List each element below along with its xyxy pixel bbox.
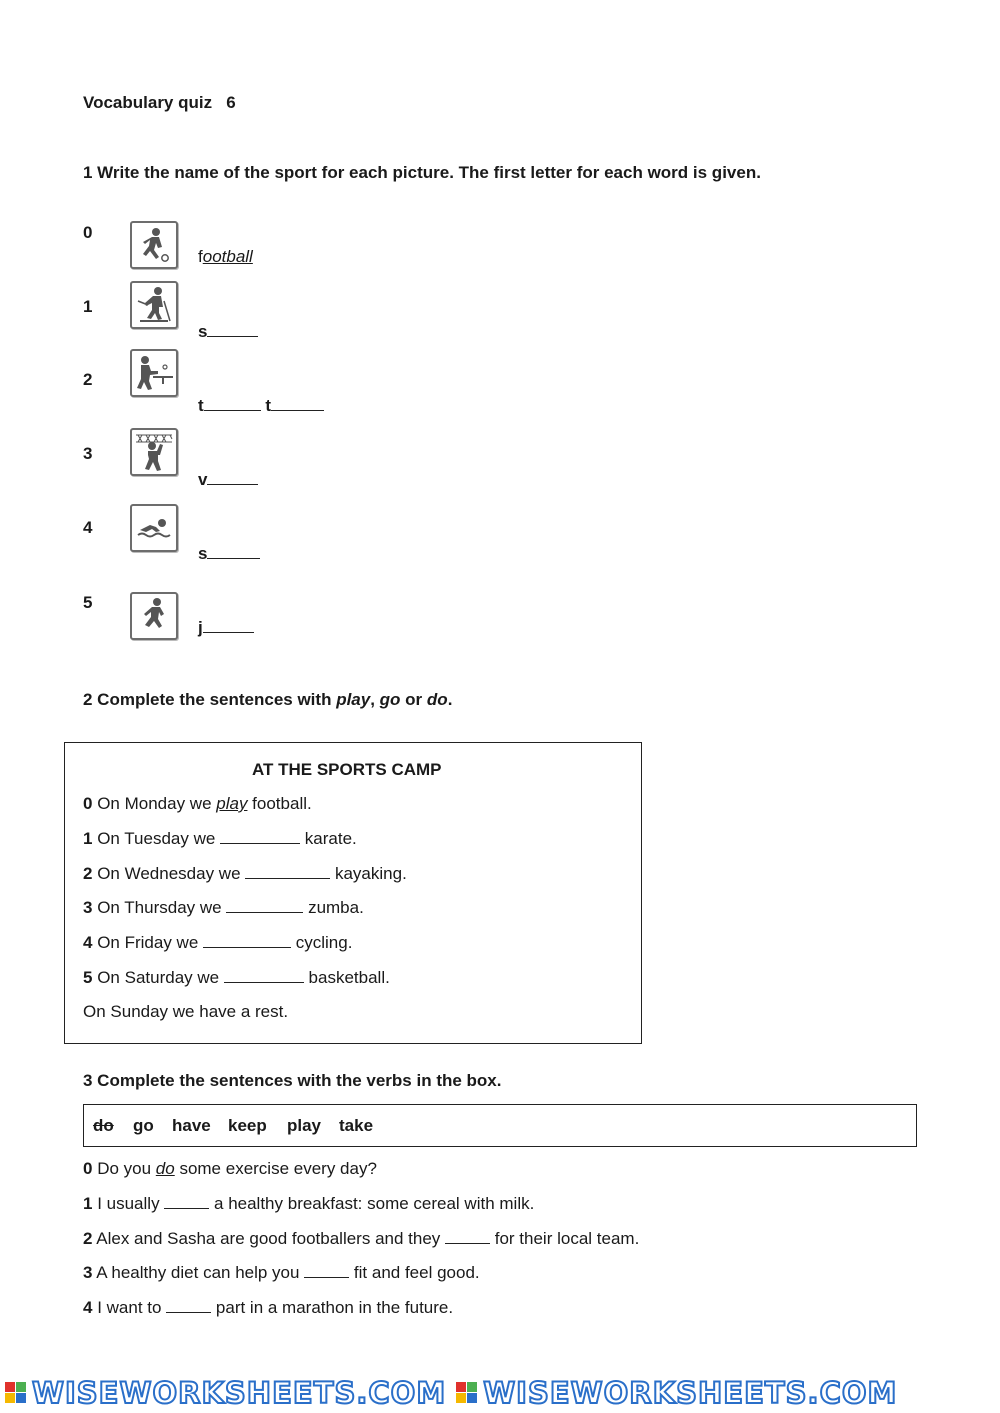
answer-blank[interactable] <box>207 322 258 337</box>
volleyball-icon <box>130 428 178 476</box>
logo-cell <box>16 1393 26 1403</box>
answer-0 <box>198 247 253 267</box>
brand-text: WISEWORKSHEETS.COM <box>32 1375 447 1410</box>
line-text: karate. <box>300 829 357 848</box>
answer-blank[interactable] <box>204 396 261 411</box>
answer-blank[interactable] <box>164 1194 209 1209</box>
line-number: 3 <box>83 1263 93 1282</box>
line-text: some exercise every day? <box>174 1159 377 1178</box>
verb-item: play <box>287 1116 322 1135</box>
line-text: On Wednesday we <box>97 864 246 883</box>
q3-line <box>83 1229 639 1249</box>
line-text: kayaking. <box>330 864 407 883</box>
line-number: 1 <box>83 829 93 848</box>
line-text: On Friday we <box>97 933 204 952</box>
footer-watermark <box>0 1372 1000 1413</box>
line-text: football. <box>247 794 312 813</box>
line-text: fit and feel good. <box>349 1263 480 1282</box>
first-letter: s <box>198 544 208 563</box>
answer-5[interactable] <box>198 618 254 638</box>
section1-instruction: 1 Write the name of the sport for each picture. The first letter for each word is given. <box>83 163 761 182</box>
answer-blank[interactable] <box>245 864 330 879</box>
q3-line <box>83 1159 377 1179</box>
line-text: On Monday we <box>97 794 217 813</box>
jogging-icon <box>130 592 178 640</box>
camp-line <box>83 829 357 849</box>
line-text: A healthy diet can help you <box>96 1263 305 1282</box>
example-answer: play <box>216 794 248 813</box>
instruction-sep: or <box>400 690 427 709</box>
camp-line <box>83 968 390 988</box>
camp-line <box>83 898 364 918</box>
answer-3[interactable] <box>198 470 258 490</box>
line-text: a healthy breakfast: some cereal with milk. <box>209 1194 535 1213</box>
line-text: cycling. <box>291 933 353 952</box>
instruction-text: 2 Complete the sentences with <box>83 690 337 709</box>
answer-blank[interactable] <box>166 1298 211 1313</box>
line-number: 3 <box>83 898 93 917</box>
instruction-word: play <box>336 690 371 709</box>
verb-item: keep <box>228 1116 267 1135</box>
line-text: On Saturday we <box>97 968 224 987</box>
verb-item: go <box>133 1116 154 1135</box>
line-number: 1 <box>83 1194 93 1213</box>
answer-blank[interactable] <box>304 1263 349 1278</box>
item-number: 3 <box>83 444 93 463</box>
line-text: On Thursday we <box>97 898 227 917</box>
line-text: basketball. <box>303 968 390 987</box>
football-icon <box>130 221 178 269</box>
answer-4[interactable] <box>198 544 260 564</box>
verb-item: have <box>172 1116 211 1135</box>
answer-1[interactable] <box>198 322 258 342</box>
logo-cell <box>5 1382 15 1392</box>
logo-icon <box>5 1382 26 1403</box>
answer-2[interactable] <box>198 396 324 416</box>
first-letter: j <box>198 618 203 637</box>
line-number: 4 <box>83 1298 93 1317</box>
logo-icon <box>456 1382 477 1403</box>
swimming-icon <box>130 504 178 552</box>
answer-blank[interactable] <box>220 829 300 844</box>
logo-cell <box>467 1382 477 1392</box>
second-letter: t <box>265 396 272 415</box>
quiz-title: Vocabulary quiz 6 <box>83 93 236 112</box>
logo-cell <box>16 1382 26 1392</box>
q3-line <box>83 1298 453 1318</box>
line-number: 5 <box>83 968 93 987</box>
item-number: 1 <box>83 297 93 316</box>
camp-line <box>83 933 352 953</box>
answer-blank[interactable] <box>271 396 324 411</box>
line-number: 0 <box>83 1159 93 1178</box>
example-answer: do <box>155 1159 175 1178</box>
answer-blank[interactable] <box>226 898 303 913</box>
line-number: 0 <box>83 794 93 813</box>
line-number: 4 <box>83 933 93 952</box>
first-letter: f <box>198 247 203 266</box>
instruction-end: . <box>447 690 453 709</box>
answer-blank[interactable] <box>207 470 258 485</box>
first-letter: s <box>198 322 208 341</box>
logo-cell <box>456 1382 466 1392</box>
line-text: part in a marathon in the future. <box>211 1298 454 1317</box>
item-number: 0 <box>83 223 93 242</box>
line-text: for their local team. <box>490 1229 640 1248</box>
instruction-sep: , <box>370 690 380 709</box>
item-number: 2 <box>83 370 93 389</box>
sports-camp-title: AT THE SPORTS CAMP <box>252 760 442 779</box>
line-text: I want to <box>97 1298 167 1317</box>
brand-text: WISEWORKSHEETS.COM <box>483 1375 898 1410</box>
first-letter: t <box>198 396 204 415</box>
answer-blank[interactable] <box>203 618 254 633</box>
sports-camp-box <box>64 742 642 1044</box>
logo-cell <box>5 1393 15 1403</box>
logo-cell <box>456 1393 466 1403</box>
verb-item: take <box>339 1116 374 1135</box>
instruction-word: go <box>379 690 401 709</box>
answer-blank[interactable] <box>224 968 304 983</box>
line-number: 2 <box>83 864 93 883</box>
line-text: Do you <box>97 1159 156 1178</box>
line-text: Alex and Sasha are good footballers and they <box>96 1229 446 1248</box>
q3-line <box>83 1194 534 1214</box>
camp-closing: On Sunday we have a rest. <box>83 1002 289 1021</box>
section3-instruction: 3 Complete the sentences with the verbs in the box. <box>83 1071 502 1090</box>
table-tennis-icon <box>130 349 178 397</box>
line-text: On Tuesday we <box>97 829 221 848</box>
line-number: 2 <box>83 1229 93 1248</box>
q3-line <box>83 1263 480 1283</box>
item-number: 4 <box>83 518 93 537</box>
item-number: 5 <box>83 593 93 612</box>
skiing-icon <box>130 281 178 329</box>
camp-line <box>83 794 312 814</box>
first-letter: v <box>198 470 208 489</box>
answer-blank[interactable] <box>207 544 260 559</box>
answer-blank[interactable] <box>445 1229 490 1244</box>
answer-blank[interactable] <box>203 933 291 948</box>
section2-instruction <box>83 690 452 710</box>
camp-line <box>83 864 407 884</box>
instruction-word: do <box>426 690 448 709</box>
logo-cell <box>467 1393 477 1403</box>
line-text: zumba. <box>303 898 364 917</box>
line-text: I usually <box>97 1194 165 1213</box>
verb-item: do <box>93 1116 114 1135</box>
example-answer: ootball <box>202 247 253 266</box>
